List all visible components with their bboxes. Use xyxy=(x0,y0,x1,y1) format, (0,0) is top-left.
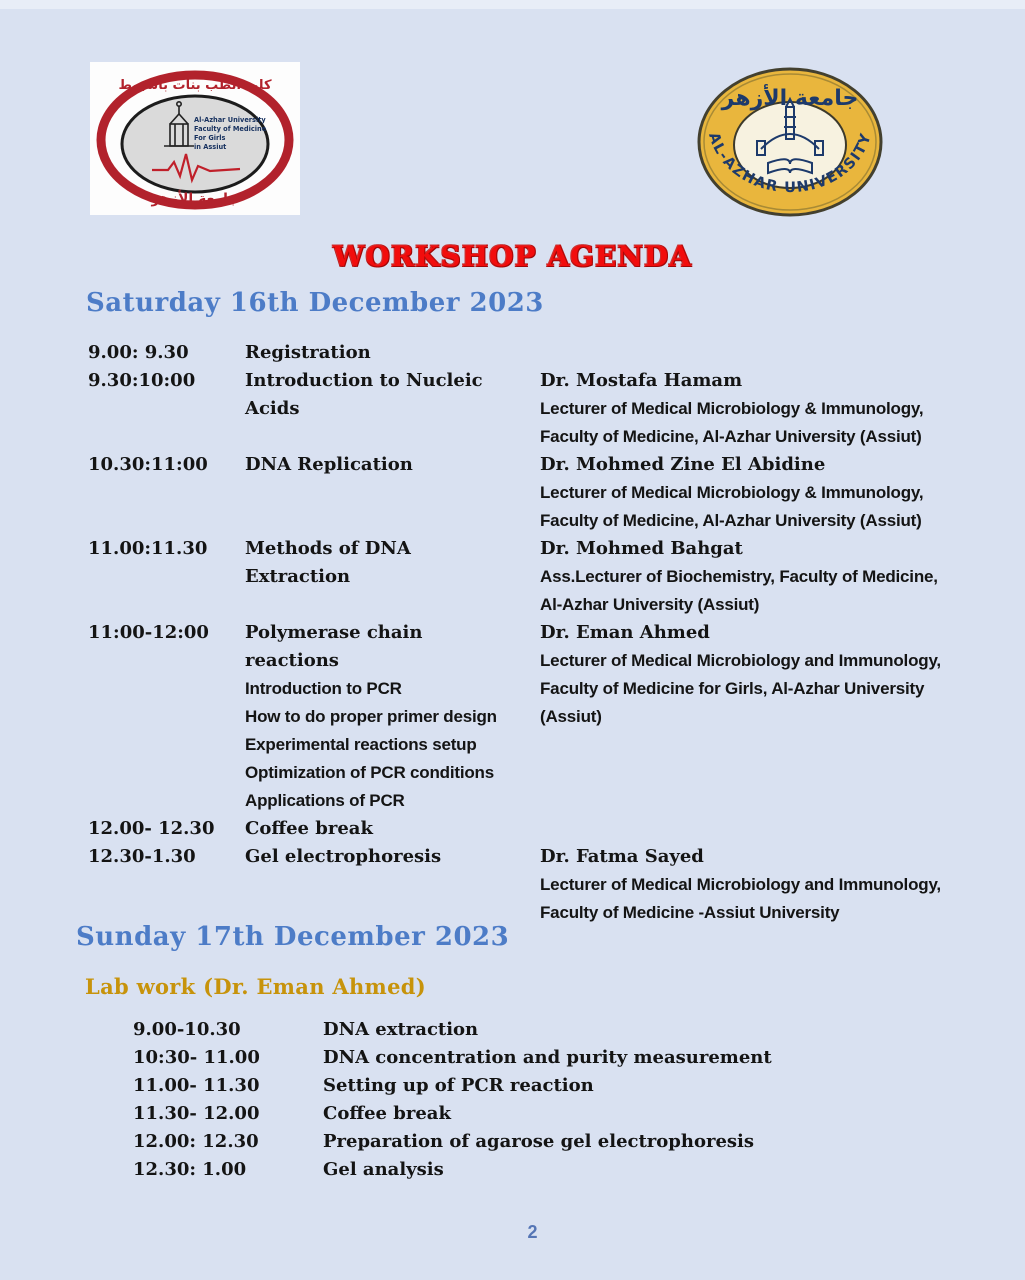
agenda-row-registration xyxy=(88,339,978,367)
session-topic: Polymerase chain reactions Introduction to PCR How to do proper primer design Experimental reactions setup Optimization of PCR conditions Applications of PCR xyxy=(245,622,497,810)
faculty-of-medicine-logo xyxy=(90,62,300,215)
session-time: 12.30: 1.00 xyxy=(133,1159,247,1180)
agenda-row-pcr xyxy=(88,619,978,815)
session-time: 12.30-1.30 xyxy=(88,846,196,867)
session-time: 11.00:11.30 xyxy=(88,538,208,559)
session-topic: DNA extraction xyxy=(323,1019,479,1040)
session-topic: DNA concentration and purity measurement xyxy=(323,1047,772,1068)
agenda-row-nucleic-acids xyxy=(88,367,978,451)
agenda-row-coffee-break xyxy=(88,815,978,843)
session-topic: Gel analysis xyxy=(323,1159,444,1180)
al-azhar-university-logo xyxy=(697,67,883,217)
faculty-logo-line1: Al-Azhar University xyxy=(194,116,266,124)
agenda-row-gel-electrophoresis xyxy=(88,843,978,927)
sunday-heading: Sunday 17th December 2023 xyxy=(76,922,510,952)
university-logo-curved-text: AL-AZHAR UNIVERSITY xyxy=(705,130,875,197)
university-logo-arabic-top: جامعة الأزهر xyxy=(721,86,859,111)
session-time: 12.00: 12.30 xyxy=(133,1131,259,1152)
session-topic: Preparation of agarose gel electrophoresis xyxy=(323,1131,755,1152)
lab-row-gel-analysis xyxy=(133,1156,933,1184)
session-time: 11.00- 11.30 xyxy=(133,1075,260,1096)
lab-row-agarose-gel xyxy=(133,1128,933,1156)
session-time: 10:30- 11.00 xyxy=(133,1047,260,1068)
session-time: 11:00-12:00 xyxy=(88,622,209,643)
session-speaker: Dr. Eman Ahmed Lecturer of Medical Microbiology and Immunology, Faculty of Medicine for Girls, Al-Azhar University (Assiut) xyxy=(540,622,941,726)
faculty-logo-line4: in Assiut xyxy=(194,143,227,151)
session-topic: Registration xyxy=(245,342,371,363)
session-time: 9.00-10.30 xyxy=(133,1019,241,1040)
session-topic: Coffee break xyxy=(323,1103,451,1124)
saturday-schedule xyxy=(88,339,978,927)
page-number: 2 xyxy=(527,1222,538,1242)
session-topic: Methods of DNA Extraction xyxy=(245,538,411,587)
session-topic: Gel electrophoresis xyxy=(245,846,442,867)
session-time: 12.00- 12.30 xyxy=(88,818,215,839)
session-speaker: Dr. Fatma Sayed Lecturer of Medical Microbiology and Immunology, Faculty of Medicine -Assiut University xyxy=(540,846,941,922)
session-topic: Setting up of PCR reaction xyxy=(323,1075,594,1096)
session-time: 10.30:11:00 xyxy=(88,454,208,475)
faculty-logo-arabic-bottom: جامعة الأزهر xyxy=(151,191,239,207)
sunday-schedule xyxy=(133,1016,933,1184)
session-speaker: Dr. Mohmed Zine El Abidine Lecturer of Medical Microbiology & Immunology, Faculty of Medicine, Al-Azhar University (Assiut) xyxy=(540,454,924,530)
lab-row-coffee-break xyxy=(133,1100,933,1128)
lab-row-dna-concentration xyxy=(133,1044,933,1072)
lab-work-subheading: Lab work (Dr. Eman Ahmed) xyxy=(85,974,426,999)
session-time: 9.30:10:00 xyxy=(88,370,196,391)
lab-row-pcr-setup xyxy=(133,1072,933,1100)
agenda-row-dna-extraction-methods xyxy=(88,535,978,619)
session-speaker: Dr. Mostafa Hamam Lecturer of Medical Microbiology & Immunology, Faculty of Medicine, Al-Azhar University (Assiut) xyxy=(540,370,924,446)
session-topic: Introduction to Nucleic Acids xyxy=(245,370,483,419)
session-time: 11.30- 12.00 xyxy=(133,1103,260,1124)
faculty-logo-line3: For Girls xyxy=(194,134,226,142)
session-speaker: Dr. Mohmed Bahgat Ass.Lecturer of Biochemistry, Faculty of Medicine, Al-Azhar University (Assiut) xyxy=(540,538,938,614)
faculty-logo-line2: Faculty of Medicine xyxy=(194,125,267,133)
page-top-strip xyxy=(0,0,1025,9)
agenda-row-dna-replication xyxy=(88,451,978,535)
faculty-logo-arabic-top: كلية الطب بنات بأسيوط xyxy=(118,78,272,93)
session-topic: DNA Replication xyxy=(245,454,413,475)
page-title: WORKSHOP AGENDA xyxy=(333,240,692,273)
saturday-heading: Saturday 16th December 2023 xyxy=(86,288,544,318)
session-time: 9.00: 9.30 xyxy=(88,342,189,363)
lab-row-dna-extraction xyxy=(133,1016,933,1044)
session-topic: Coffee break xyxy=(245,818,373,839)
university-logo-emblem-icon xyxy=(697,67,883,217)
faculty-logo-emblem-icon xyxy=(90,62,300,215)
